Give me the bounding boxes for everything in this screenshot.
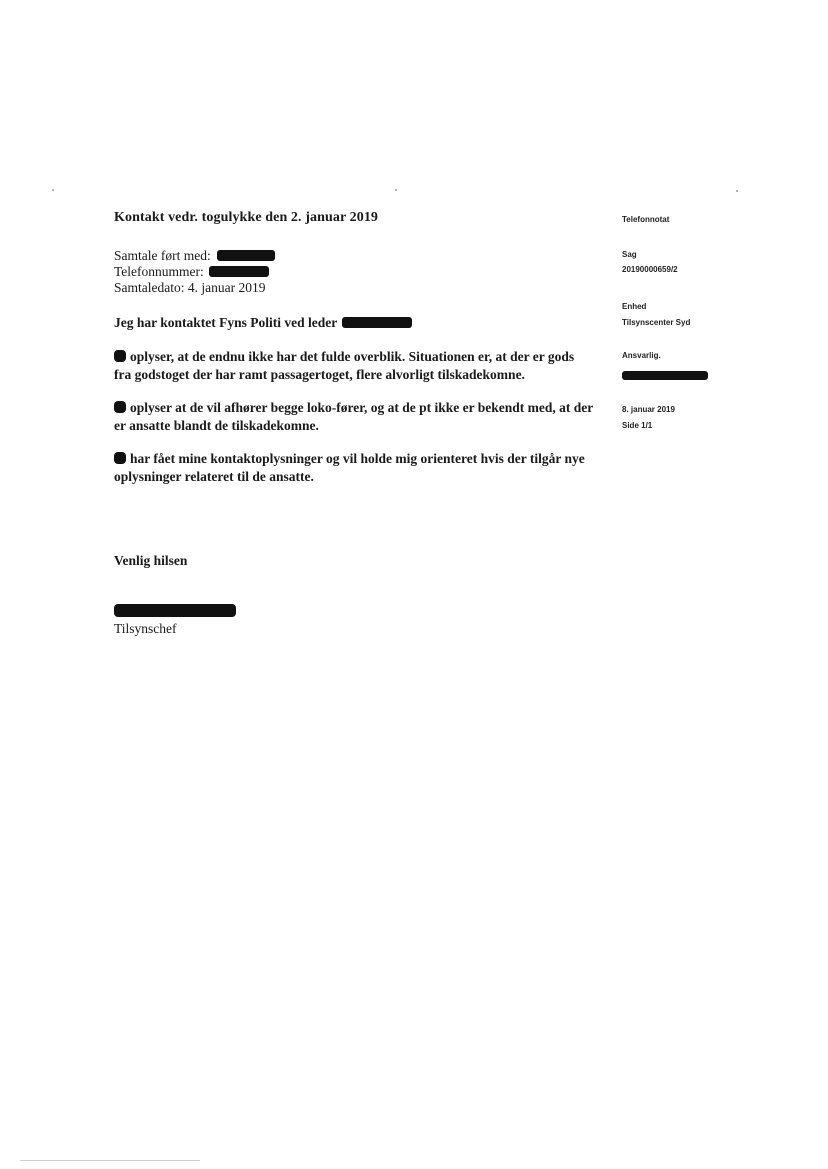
- telefon-label: Telefonnummer:: [114, 264, 204, 279]
- paragraph-text: har fået mine kontaktoplysninger og vil holde mig orienteret hvis der tilgår nye oplysninger relateret til de ansatte.: [114, 451, 585, 484]
- scan-speck: [395, 189, 397, 191]
- scan-speck: [52, 189, 54, 191]
- paragraph-text: oplyser, at de endnu ikke har det fulde overblik. Situationen er, at der er gods fra godstoget der har ramt passagertoget, flere alvorligt tilskadekomne.: [114, 349, 575, 382]
- paragraph-1: [114, 348, 594, 384]
- redaction-bar: [342, 317, 412, 328]
- samtale-line: [114, 248, 275, 264]
- enhed-label: Enhed: [622, 302, 647, 311]
- document-title: Kontakt vedr. togulykke den 2. januar 2019: [114, 210, 379, 225]
- dato-line: Samtaledato: 4. januar 2019: [114, 280, 266, 295]
- paragraph-text: oplyser at de vil afhører begge loko-fører, og at de pt ikke er bekendt med, at der er ansatte blandt de tilskadekomne.: [114, 400, 593, 433]
- contact-line: [114, 315, 412, 331]
- signature-title: Tilsynschef: [114, 621, 177, 636]
- redaction-bar: [114, 452, 126, 464]
- paragraph-2: [114, 399, 594, 435]
- redaction-bar: [114, 350, 126, 362]
- scan-speck: [736, 190, 738, 192]
- page-number: Side 1/1: [622, 421, 653, 430]
- redaction-bar: [114, 401, 126, 413]
- closing: Venlig hilsen: [114, 553, 188, 568]
- telefon-line: [114, 264, 269, 280]
- redaction-bar: [217, 250, 275, 261]
- sag-label: Sag: [622, 250, 637, 259]
- enhed-value: Tilsynscenter Syd: [622, 318, 691, 327]
- ansvarlig-redaction: [622, 371, 708, 380]
- sag-value: 20190000659/2: [622, 265, 678, 274]
- scan-edge-line: [20, 1160, 200, 1161]
- doc-type: Telefonnotat: [622, 215, 670, 224]
- ansvarlig-label: Ansvarlig.: [622, 351, 661, 360]
- signature-redaction: [114, 604, 236, 617]
- document-date: 8. januar 2019: [622, 405, 675, 414]
- samtale-label: Samtale ført med:: [114, 248, 211, 263]
- contact-text: Jeg har kontaktet Fyns Politi ved leder: [114, 315, 337, 330]
- paragraph-3: [114, 450, 594, 486]
- redaction-bar: [209, 266, 269, 277]
